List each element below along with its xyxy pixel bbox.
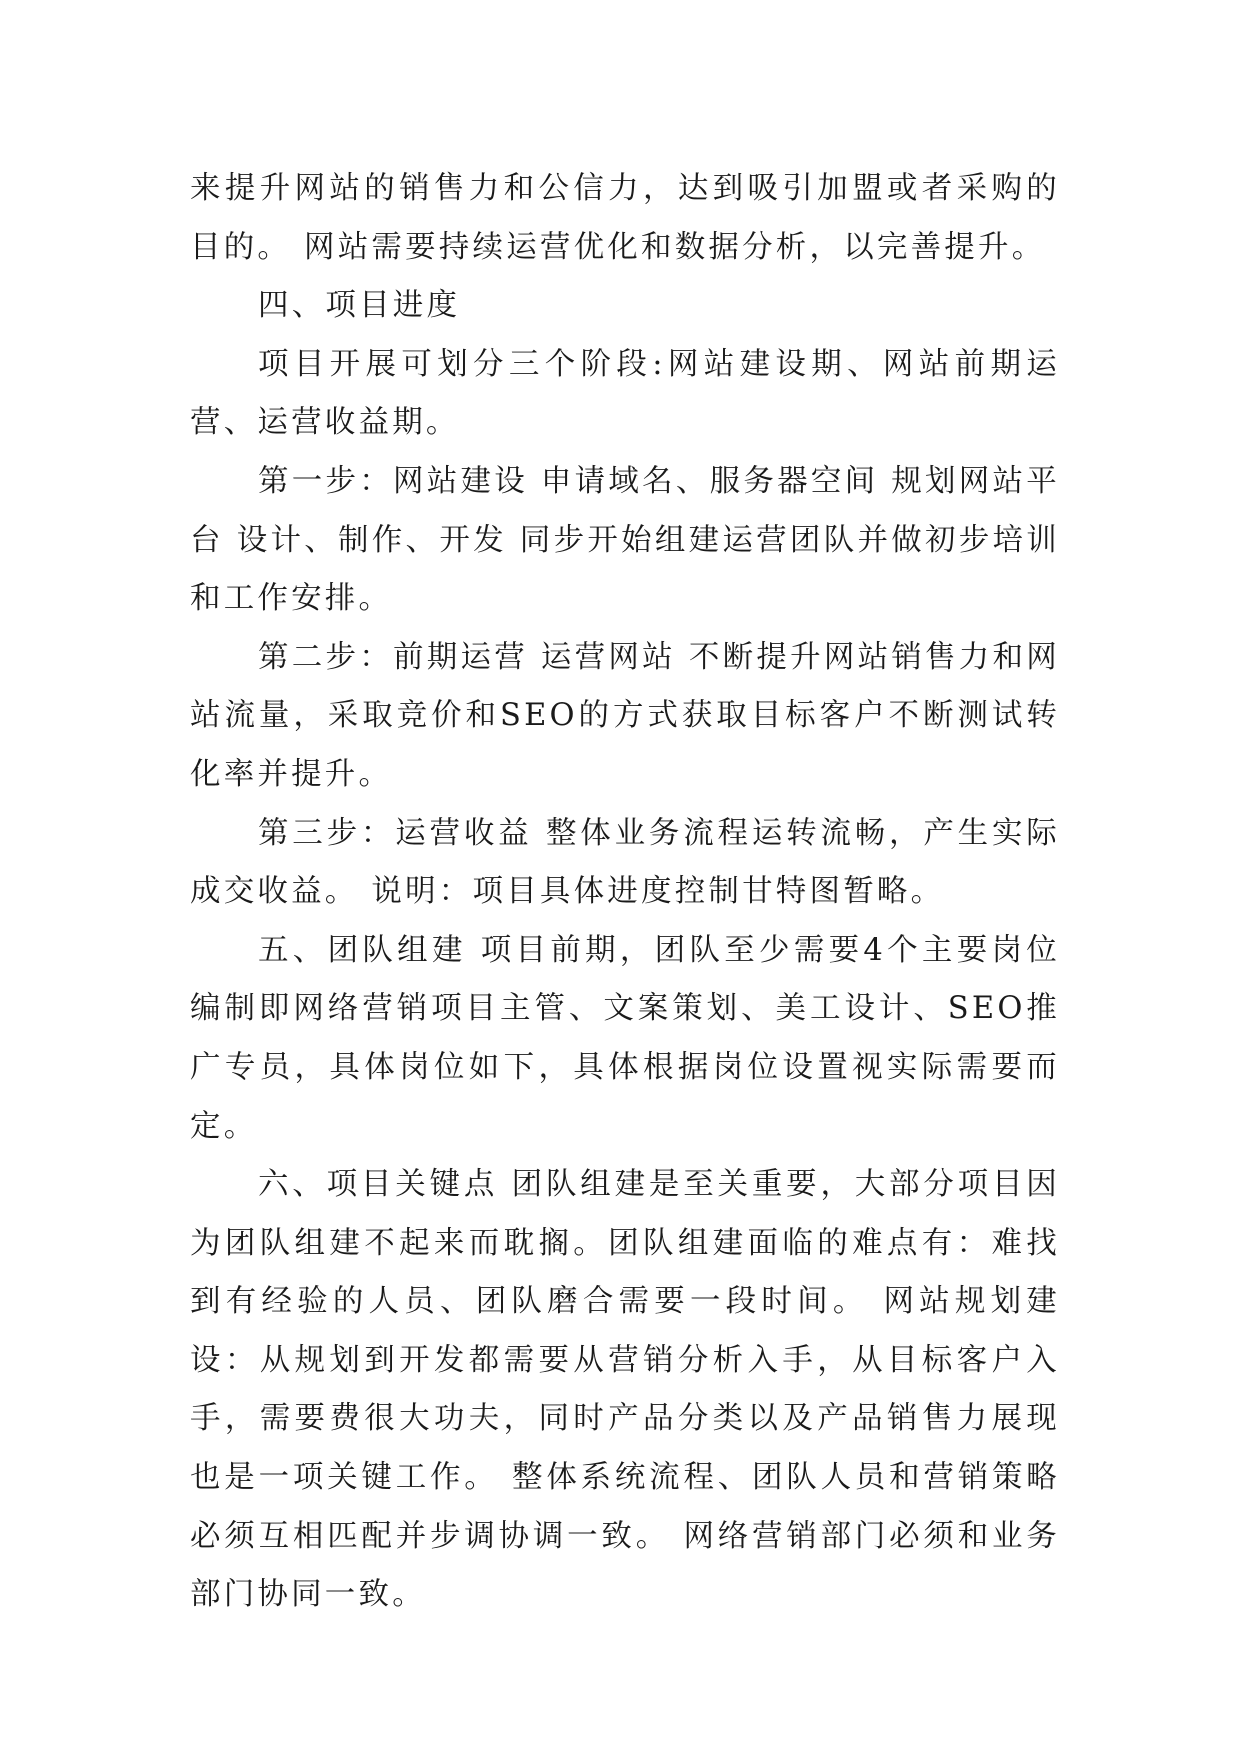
paragraph-intro-continuation: 来提升网站的销售力和公信力，达到吸引加盟或者采购的目的。 网站需要持续运营优化和数据分析，以完善提升。 [190,171,1060,265]
paragraph-step-one: 第一步：网站建设 申请域名、服务器空间 规划网站平台 设计、制作、开发 同步开始组建运营团队并做初步培训和工作安排。 [190,463,1060,617]
paragraph-team-building: 五、团队组建 项目前期，团队至少需要4个主要岗位编制即网络营销项目主管、文案策划、美工设计、SEO推广专员，具体岗位如下，具体根据岗位设置视实际需要而定。 [190,932,1060,1144]
document-body [190,160,1060,1625]
paragraph-step-two: 第二步：前期运营 运营网站 不断提升网站销售力和网站流量，采取竞价和SEO的方式获取目标客户不断测试转化率并提升。 [190,639,1060,792]
paragraph-key-points: 六、项目关键点 团队组建是至关重要，大部分项目因为团队组建不起来而耽搁。团队组建面临的难点有：难找到有经验的人员、团队磨合需要一段时间。 网站规划建设：从规划到开发都需要从营销分析入手，从目标客户入手，需要费很大功夫，同时产品分类以及产品销售力展现也是一项关键工作。 整体系统流程、团队人员和营销策略必须互相匹配并步调协调一致。 网络营销部门必须和业务部门协同一致。 [190,1167,1060,1613]
section-heading-project-progress: 四、项目进度 [258,288,461,324]
paragraph-step-three: 第三步：运营收益 整体业务流程运转流畅，产生实际成交收益。 说明：项目具体进度控制甘特图暂略。 [190,815,1060,910]
paragraph-project-stages: 项目开展可划分三个阶段:网站建设期、网站前期运营、运营收益期。 [190,346,1060,441]
